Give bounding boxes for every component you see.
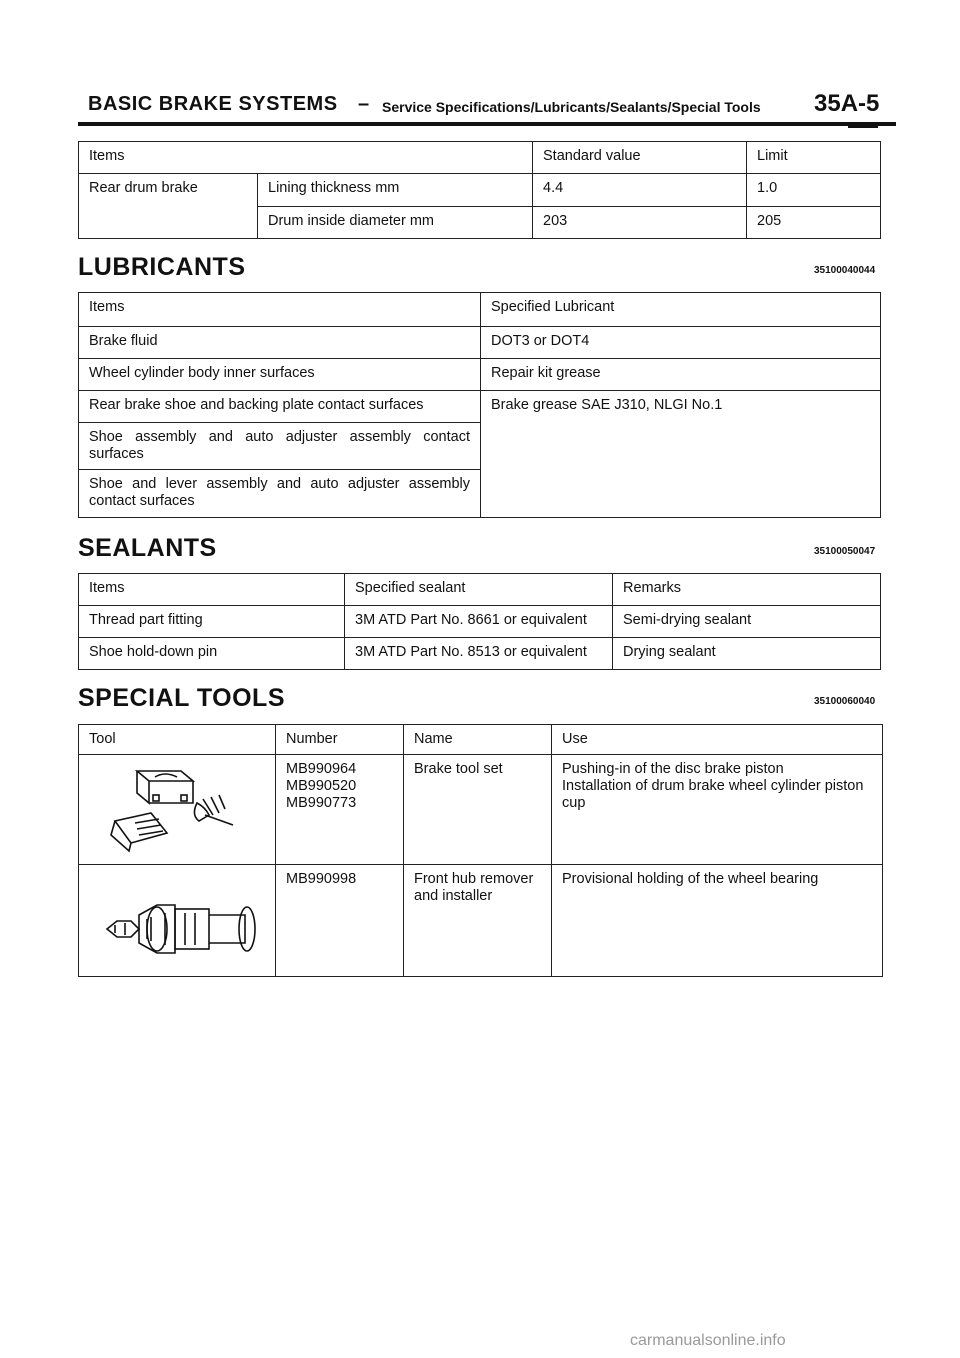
table-row [79, 327, 881, 359]
lubricant-value: DOT3 or DOT4 [481, 327, 881, 359]
spec-limit: 1.0 [747, 174, 881, 207]
spec-standard: 4.4 [533, 174, 747, 207]
header-use: Use [552, 725, 883, 755]
header-rule [78, 122, 896, 126]
watermark: carmanualsonline.info [630, 1332, 786, 1349]
sealants-title: SEALANTS [78, 534, 217, 562]
header-specified-sealant: Specified sealant [345, 574, 613, 606]
header-number: Number [276, 725, 404, 755]
tool-name: Brake tool set [404, 755, 552, 865]
header-rule-tick [848, 126, 878, 128]
tool-numbers [276, 865, 404, 977]
tool-number: MB990964 [286, 761, 357, 777]
header-limit: Limit [747, 142, 881, 174]
tool-image-cell [79, 755, 276, 865]
table-header-row [79, 574, 881, 606]
sealants-table [78, 573, 881, 670]
page-title: BASIC BRAKE SYSTEMS [88, 93, 338, 115]
table-row [79, 359, 881, 391]
brake-tool-set-icon [85, 759, 265, 859]
lubricant-item: Shoe and lever assembly and auto adjuster assembly contact surfaces [79, 470, 481, 518]
spec-limit: 205 [747, 207, 881, 239]
lubricant-item: Brake fluid [79, 327, 481, 359]
table-row [79, 174, 881, 207]
lubricant-item: Rear brake shoe and backing plate contact surfaces [79, 391, 481, 423]
tool-number: MB990520 [286, 778, 357, 794]
header-standard-value: Standard value [533, 142, 747, 174]
lubricants-code: 35100040044 [814, 265, 876, 276]
page-number: 35A-5 [814, 90, 880, 117]
tool-use [552, 755, 883, 865]
sealant-item: Shoe hold-down pin [79, 638, 345, 670]
header-specified-lubricant: Specified Lubricant [481, 293, 881, 327]
special-tools-code: 35100060040 [814, 696, 876, 707]
table-header-row [79, 293, 881, 327]
sealant-spec: 3M ATD Part No. 8661 or equivalent [345, 606, 613, 638]
group-rear-drum-brake: Rear drum brake [79, 174, 258, 239]
tool-number: MB990998 [286, 871, 357, 887]
tool-name: Front hub remover and installer [404, 865, 552, 977]
sealant-spec: 3M ATD Part No. 8513 or equivalent [345, 638, 613, 670]
table-header-row [79, 142, 881, 174]
page-subtitle: Service Specifications/Lubricants/Sealants/Special Tools [382, 99, 761, 115]
sealant-remarks: Drying sealant [613, 638, 881, 670]
hub-remover-installer-icon [85, 869, 265, 969]
table-row [79, 865, 883, 977]
lubricant-value: Repair kit grease [481, 359, 881, 391]
table-header-row [79, 725, 883, 755]
tool-use [552, 865, 883, 977]
header-name: Name [404, 725, 552, 755]
sealants-code: 35100050047 [814, 546, 876, 557]
header-items: Items [79, 142, 533, 174]
table-row [79, 755, 883, 865]
special-tools-title: SPECIAL TOOLS [78, 684, 286, 712]
header-tool: Tool [79, 725, 276, 755]
tool-use-line: Pushing-in of the disc brake piston [562, 761, 784, 777]
spec-item: Drum inside diameter mm [258, 207, 533, 239]
tool-numbers [276, 755, 404, 865]
tool-image-cell [79, 865, 276, 977]
title-dash: – [358, 93, 370, 115]
spec-item: Lining thickness mm [258, 174, 533, 207]
special-tools-table [78, 724, 883, 977]
header-items: Items [79, 293, 481, 327]
table-row [79, 391, 881, 423]
header-remarks: Remarks [613, 574, 881, 606]
lubricants-table [78, 292, 881, 518]
lubricant-value: Brake grease SAE J310, NLGI No.1 [481, 391, 881, 518]
lubricant-item: Shoe assembly and auto adjuster assembly contact surfaces [79, 423, 481, 470]
service-spec-table [78, 141, 881, 239]
header-items: Items [79, 574, 345, 606]
lubricant-item: Wheel cylinder body inner surfaces [79, 359, 481, 391]
spec-standard: 203 [533, 207, 747, 239]
lubricants-title: LUBRICANTS [78, 253, 246, 281]
sealant-item: Thread part fitting [79, 606, 345, 638]
table-row [79, 606, 881, 638]
tool-use-line: Installation of drum brake wheel cylinder piston cup [562, 778, 864, 811]
tool-use-line: Provisional holding of the wheel bearing [562, 871, 819, 887]
sealant-remarks: Semi-drying sealant [613, 606, 881, 638]
table-row [79, 638, 881, 670]
tool-number: MB990773 [286, 795, 357, 811]
